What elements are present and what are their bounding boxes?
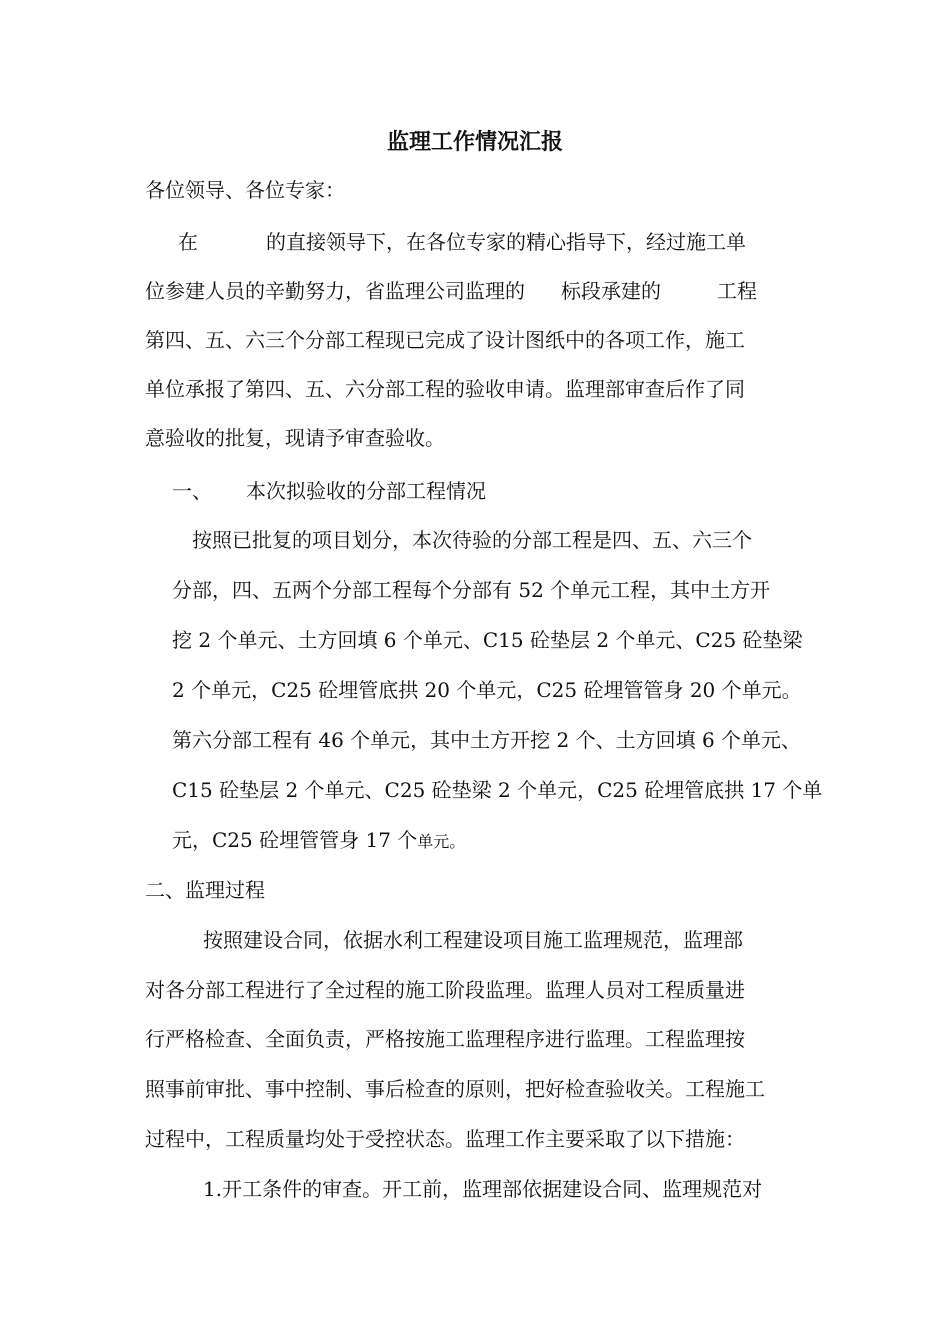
- section-1-line-4: 2 个单元，C25 砼埋管底拱 20 个单元，C25 砼埋管管身 20 个单元。: [172, 678, 802, 702]
- section-2-line-3: 行严格检查、全面负责，严格按施工监理程序进行监理。工程监理按: [145, 1027, 745, 1051]
- measure-item-1: 1.开工条件的审查。开工前，监理部依据建设合同、监理规范对: [203, 1177, 763, 1201]
- intro-line-4: 单位承报了第四、五、六分部工程的验收申请。监理部审查后作了同: [145, 377, 745, 401]
- intro-line-1-b: 的直接领导下，在各位专家的精心指导下，经过施工单: [266, 230, 746, 254]
- section-1-line-1: 按照已批复的项目划分，本次待验的分部工程是四、五、六三个: [192, 528, 752, 552]
- document-title: 监理工作情况汇报: [386, 129, 563, 155]
- section-1-line-6: C15 砼垫层 2 个单元、C25 砼垫梁 2 个单元，C25 砼埋管底拱 17 个单: [172, 778, 823, 802]
- intro-line-1: [178, 224, 746, 260]
- intro-line-2-c: 工程: [717, 279, 757, 303]
- section-1-title: 本次拟验收的分部工程情况: [246, 479, 486, 503]
- intro-line-1-a: 在: [178, 230, 198, 254]
- section-2-heading: 二、监理过程: [145, 878, 265, 902]
- salutation: 各位领导、各位专家：: [145, 178, 345, 202]
- section-1-line-7-b: 单元。: [417, 832, 466, 851]
- section-1-line-5: 第六分部工程有 46 个单元，其中土方开挖 2 个、土方回填 6 个单元、: [172, 728, 802, 752]
- intro-line-2: [145, 273, 757, 309]
- section-1-line-7: [172, 822, 465, 858]
- section-1-line-2: 分部，四、五两个分部工程每个分部有 52 个单元工程，其中土方开: [172, 578, 771, 602]
- section-2-line-5: 过程中，工程质量均处于受控状态。监理工作主要采取了以下措施：: [145, 1127, 745, 1151]
- section-1-line-7-a: 元，C25 砼埋管管身 17 个: [172, 828, 418, 852]
- intro-line-2-a: 位参建人员的辛勤努力，省监理公司监理的: [145, 279, 525, 303]
- section-1-line-3: 挖 2 个单元、土方回填 6 个单元、C15 砼垫层 2 个单元、C25 砼垫梁: [172, 628, 803, 652]
- section-1-number: 一、: [172, 479, 212, 503]
- section-2-line-2: 对各分部工程进行了全过程的施工阶段监理。监理人员对工程质量进: [145, 978, 745, 1002]
- intro-line-2-b: 标段承建的: [561, 279, 661, 303]
- section-2-line-1: 按照建设合同，依据水利工程建设项目施工监理规范，监理部: [203, 928, 743, 952]
- intro-line-5: 意验收的批复，现请予审查验收。: [145, 426, 445, 450]
- section-2-line-4: 照事前审批、事中控制、事后检查的原则，把好检查验收关。工程施工: [145, 1077, 765, 1101]
- section-1-heading: [172, 473, 486, 509]
- intro-line-3: 第四、五、六三个分部工程现已完成了设计图纸中的各项工作，施工: [145, 328, 745, 352]
